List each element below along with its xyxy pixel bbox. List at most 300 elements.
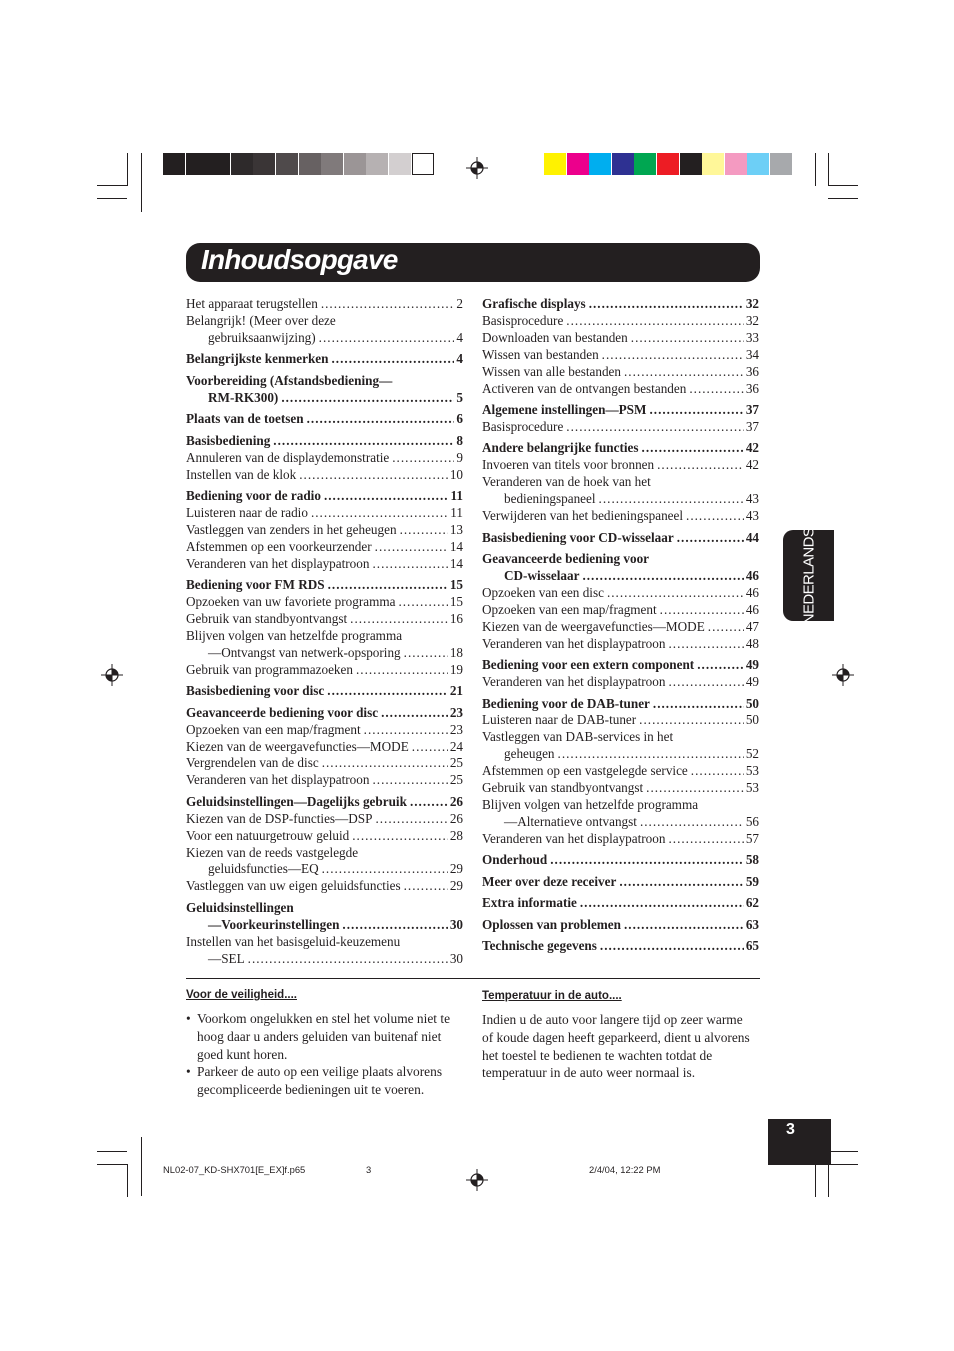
toc-dot-leader [352,828,448,845]
color-swatch [321,153,343,175]
toc-entry-title: Wissen van alle bestanden [482,363,621,379]
toc-page-number: 32 [745,296,759,311]
toc-page-number: 49 [745,674,759,689]
toc-entry [482,402,759,419]
toc-entry [482,530,759,547]
toc-entry [482,619,759,636]
toc-dot-leader [600,938,744,955]
toc-entry-title: —SEL [208,950,245,966]
toc-dot-leader [589,296,744,313]
toc-section [186,351,463,368]
toc-dot-leader [307,411,455,428]
toc-entry [186,845,463,862]
color-swatch [747,153,769,175]
toc-entry-title: Kiezen van de reeds vastgelegde [186,844,359,860]
toc-dot-leader [372,556,447,573]
toc-entry-title: Gebruik van programmazoeken [186,661,353,677]
toc-entry [186,433,463,450]
toc-entry-title: Basisprocedure [482,418,564,434]
process-color-bar [544,153,793,175]
toc-entry-title: Luisteren naar de DAB-tuner [482,712,637,728]
toc-entry [482,474,759,491]
toc-page-number: 11 [450,488,463,504]
safety-bullet: • Voorkom ongelukken en stel het volume niet te hoog daar u anders geluiden van buitenaf niet goed kunt horen. [186,1010,464,1063]
toc-page-number: 4 [456,329,463,345]
toc-entry [186,861,463,878]
toc-entry-title: Vastleggen van uw eigen geluidsfuncties [186,878,401,894]
toc-page-number: 42 [745,440,759,456]
toc-entry-title: Afstemmen op een voorkeurzender [186,538,372,554]
color-swatch [612,153,634,175]
toc-page-number: 29 [449,878,463,894]
color-swatch [725,153,747,175]
toc-entry [482,657,759,674]
title-bar [186,243,760,282]
toc-entry-title: geluidsfuncties—EQ [208,861,319,877]
toc-dot-leader [677,530,744,547]
toc-section [482,696,759,848]
toc-entry-title: Extra informatie [482,895,577,911]
toc-entry-title: gebruiksaanwijzing) [208,329,316,345]
color-swatch [412,153,434,175]
toc-entry-title: Veranderen van het displaypatroon [186,555,370,571]
color-swatch [231,153,253,175]
toc-entry-title: geheugen [504,746,555,762]
color-swatch [544,153,566,175]
toc-entry [186,878,463,895]
toc-dot-leader [299,467,448,484]
color-swatch [770,153,792,175]
toc-dot-leader [412,739,448,756]
toc-dot-leader [398,594,447,611]
toc-entry [482,729,759,746]
toc-dot-leader [319,330,455,347]
toc-page-number: 50 [745,695,759,711]
toc-right-column [482,296,759,960]
color-swatch [702,153,724,175]
toc-entry-title: Gebruik van standbyontvangst [186,610,348,626]
toc-dot-leader [248,951,448,968]
toc-page-number: 18 [449,644,463,660]
toc-entry [186,411,463,428]
toc-entry [482,585,759,602]
toc-entry [186,755,463,772]
toc-section [482,657,759,691]
toc-page-number: 53 [745,780,759,796]
color-swatch [389,153,411,175]
toc-page-number: 13 [449,521,463,537]
toc-entry-title: RM-RK300) [208,389,279,405]
toc-dot-leader [404,645,448,662]
toc-page-number: 36 [745,363,759,379]
toc-page-number: 65 [745,938,759,954]
toc-page-number: 33 [745,329,759,345]
toc-page-number: 46 [745,601,759,617]
toc-entry [482,330,759,347]
toc-entry-title: Verwijderen van het bedieningspaneel [482,508,684,524]
toc-entry-title: Downloaden van bestanden [482,329,628,345]
color-swatch [589,153,611,175]
toc-entry-title: Plaats van de toetsen [186,411,304,427]
toc-entry [482,636,759,653]
toc-page-number: 58 [745,852,759,868]
toc-page-number: 4 [456,351,463,367]
toc-dot-leader [689,381,743,398]
toc-entry-title: Technische gegevens [482,938,597,954]
toc-entry [186,373,463,390]
toc-entry-title: Opzoeken van een map/fragment [186,721,361,737]
toc-entry-title: Veranderen van het displaypatroon [482,830,666,846]
toc-entry-title: Veranderen van de hoek van het [482,474,651,490]
toc-dot-leader [273,433,454,450]
color-swatch [680,153,702,175]
toc-page-number: 43 [745,508,759,524]
toc-entry [482,296,759,313]
toc-entry [186,934,463,951]
toc-dot-leader [657,457,744,474]
toc-page-number: 44 [745,529,759,545]
toc-dot-leader [558,746,744,763]
toc-entry [482,457,759,474]
toc-entry [482,797,759,814]
toc-page-number: 25 [449,772,463,788]
toc-entry [186,467,463,484]
toc-entry-title: CD-wisselaar [504,567,580,583]
color-swatch [567,153,589,175]
toc-dot-leader [686,508,744,525]
toc-page-number: 37 [745,418,759,434]
toc-section [482,530,759,547]
toc-entry-title: Opzoeken van uw favoriete programma [186,594,396,610]
toc-dot-leader [328,577,448,594]
toc-entry [186,739,463,756]
toc-dot-leader [582,568,743,585]
toc-entry-title: Afstemmen op een vastgelegde service [482,763,688,779]
toc-dot-leader [580,895,744,912]
toc-entry [482,419,759,436]
toc-entry-title: Vastleggen van DAB-services in het [482,729,674,745]
toc-dot-leader [342,917,447,934]
toc-entry [482,895,759,912]
toc-section [186,411,463,428]
toc-entry-title: Kiezen van de weergavefuncties—MODE [186,738,409,754]
toc-dot-leader [410,794,448,811]
toc-dot-leader [691,763,744,780]
toc-dot-leader [697,657,744,674]
toc-entry [186,662,463,679]
toc-entry [186,811,463,828]
toc-dot-leader [322,755,448,772]
toc-entry [482,364,759,381]
safety-heading: Voor de veiligheid.... [186,989,297,1001]
toc-dot-leader [668,831,743,848]
toc-page-number: 26 [449,810,463,826]
toc-entry-title: Instellen van de klok [186,466,297,482]
toc-page-number: 53 [745,763,759,779]
toc-entry-title: Belangrijkste kenmerken [186,351,329,367]
toc-entry [186,628,463,645]
toc-entry [482,347,759,364]
toc-entry [186,683,463,700]
toc-entry [186,772,463,789]
toc-entry-title: Geluidsinstellingen [186,899,294,915]
toc-entry-title: —Voorkeurinstellingen [208,916,340,932]
toc-page-number: 5 [456,389,463,405]
registration-mark-icon [832,664,854,686]
toc-entry [186,522,463,539]
temperature-text: Indien u de auto voor langere tijd op zeer warme of koude dagen heeft geparkeerd, dient u alvorens het toestel te bedienen te wachten totdat de temperatuur in de auto weer normaal is. [482,1012,750,1081]
toc-dot-leader [321,296,455,313]
toc-section [482,874,759,891]
color-swatch [344,153,366,175]
safety-notes [186,1010,464,1099]
grayscale-color-bar [163,153,434,175]
toc-entry-title: Algemene instellingen—PSM [482,402,647,418]
toc-entry-title: Kiezen van de weergavefuncties—MODE [482,618,705,634]
toc-section [186,433,463,484]
toc-entry-title: Bediening voor de radio [186,488,321,504]
toc-page-number: 37 [745,402,759,418]
toc-entry-title: Opzoeken van een map/fragment [482,601,657,617]
toc-entry [186,330,463,347]
toc-entry [186,794,463,811]
toc-entry-title: Luisteren naar de radio [186,504,308,520]
toc-section [186,373,463,407]
toc-entry-title: Voorbereiding (Afstandsbediening— [186,372,393,388]
toc-entry [482,814,759,831]
toc-entry [482,568,759,585]
toc-dot-leader [646,780,744,797]
toc-entry [186,556,463,573]
toc-page-number: 19 [449,661,463,677]
toc-section [482,402,759,436]
toc-entry-title: Vergrendelen van de disc [186,755,319,771]
toc-entry [186,900,463,917]
toc-dot-leader [624,364,744,381]
toc-page-number: 57 [745,830,759,846]
registration-mark-icon [101,664,123,686]
language-tab [783,527,834,624]
toc-dot-leader [653,696,744,713]
color-swatch [186,153,208,175]
language-tab-label: NEDERLANDS [800,527,817,624]
toc-page-number: 11 [450,504,463,520]
toc-entry [482,696,759,713]
toc-section [482,917,759,934]
toc-section [482,551,759,652]
toc-entry-title: Grafische displays [482,296,586,311]
color-swatch [634,153,656,175]
color-swatch [276,153,298,175]
toc-entry [482,674,759,691]
toc-section [186,900,463,968]
toc-dot-leader [639,712,744,729]
toc-page-number: 59 [745,873,759,889]
toc-entry-title: Onderhoud [482,852,548,868]
toc-dot-leader [619,874,743,891]
toc-dot-leader [324,488,449,505]
toc-entry [186,917,463,934]
toc-section [482,938,759,955]
toc-entry-title: bedieningspaneel [504,491,596,507]
toc-entry [186,296,463,313]
toc-page-number: 6 [456,411,463,427]
toc-section [186,488,463,573]
toc-entry [482,508,759,525]
temperature-heading: Temperatuur in de auto.... [482,990,622,1002]
toc-page-number: 34 [745,346,759,362]
toc-entry-title: Meer over deze receiver [482,873,617,889]
toc-entry-title: Kiezen van de DSP-functies—DSP [186,810,373,826]
toc-entry [482,874,759,891]
toc-dot-leader [364,722,448,739]
toc-section [482,852,759,869]
toc-dot-leader [327,683,448,700]
toc-section [186,705,463,790]
toc-dot-leader [281,390,454,407]
toc-entry [482,746,759,763]
toc-entry-title: Bediening voor een extern component [482,657,695,673]
toc-entry [482,917,759,934]
toc-page-number: 25 [449,755,463,771]
toc-entry-title: Basisbediening voor disc [186,683,325,699]
toc-page-number: 43 [745,491,759,507]
toc-entry [482,440,759,457]
toc-dot-leader [375,539,448,556]
toc-dot-leader [332,351,455,368]
toc-page-number: 46 [745,567,759,583]
color-swatch [366,153,388,175]
toc-entry-title: Vastleggen van zenders in het geheugen [186,521,397,537]
toc-entry-title: Activeren van de ontvangen bestanden [482,380,687,396]
toc-entry-title: Instellen van het basisgeluid-keuzemenu [186,933,401,949]
toc-entry [186,577,463,594]
toc-entry-title: Veranderen van het displaypatroon [186,772,370,788]
toc-page-number: 30 [449,916,463,932]
toc-entry [186,951,463,968]
toc-entry-title: Gebruik van standbyontvangst [482,780,644,796]
toc-page-number: 47 [745,618,759,634]
color-swatch [253,153,275,175]
toc-entry [186,390,463,407]
toc-page-number: 62 [745,895,759,911]
toc-entry-title: Geavanceerde bediening voor [482,551,650,567]
toc-entry-title: Veranderen van het displaypatroon [482,674,666,689]
toc-page-number: 32 [745,312,759,328]
toc-entry [482,780,759,797]
color-swatch [299,153,321,175]
toc-entry [482,712,759,729]
toc-dot-leader [668,636,743,653]
toc-dot-leader [640,814,744,831]
toc-page-number: 28 [449,827,463,843]
toc-dot-leader [404,878,448,895]
toc-page-number: 21 [449,683,463,699]
color-swatch [657,153,679,175]
toc-dot-leader [381,705,448,722]
toc-section [482,296,759,397]
toc-entry-title: Blijven volgen van hetzelfde programma [482,796,699,812]
toc-entry-title: Veranderen van het displaypatroon [482,635,666,651]
toc-entry-title: Basisbediening voor CD-wisselaar [482,529,674,545]
toc-dot-leader [566,313,744,330]
toc-entry [482,491,759,508]
toc-page-number: 52 [745,746,759,762]
toc-page-number: 2 [456,296,463,311]
toc-entry-title: Andere belangrijke functies [482,440,639,456]
toc-entry [186,722,463,739]
toc-entry [186,705,463,722]
toc-entry [186,488,463,505]
toc-page-number: 48 [745,635,759,651]
toc-dot-leader [668,674,743,691]
toc-entry-title: Blijven volgen van hetzelfde programma [186,627,403,643]
toc-entry [186,645,463,662]
toc-dot-leader [660,602,744,619]
toc-dot-leader [392,450,454,467]
toc-dot-leader [550,852,744,869]
toc-entry-title: Bediening voor FM RDS [186,577,325,593]
toc-entry-title: Annuleren van de displaydemonstratie [186,449,390,465]
toc-dot-leader [602,347,744,364]
toc-dot-leader [372,772,447,789]
toc-dot-leader [350,611,448,628]
color-swatch [208,153,230,175]
toc-entry [482,831,759,848]
toc-entry [482,313,759,330]
registration-mark-icon [466,157,488,179]
toc-entry [482,602,759,619]
toc-entry [186,539,463,556]
toc-entry-title: Voor een natuurgetrouw geluid [186,827,350,843]
toc-page-number: 16 [449,610,463,626]
toc-entry-title: Belangrijk! (Meer over deze [186,312,336,328]
toc-page-number: 46 [745,584,759,600]
toc-dot-leader [566,419,744,436]
divider [186,978,760,979]
toc-section [186,794,463,895]
toc-section [482,440,759,525]
toc-dot-leader [375,811,447,828]
toc-section [186,683,463,700]
toc-page-number: 30 [449,950,463,966]
toc-dot-leader [649,402,743,419]
toc-entry [186,611,463,628]
page-number: 3 [786,1121,795,1138]
toc-page-number: 36 [745,380,759,396]
toc-left-column [186,296,463,972]
toc-entry-title: Invoeren van titels voor bronnen [482,457,655,473]
toc-page-number: 42 [745,457,759,473]
toc-entry-title: Wissen van bestanden [482,346,599,362]
toc-dot-leader [400,522,448,539]
toc-page-number: 56 [745,813,759,829]
toc-dot-leader [631,330,744,347]
toc-page-number: 23 [449,721,463,737]
toc-dot-leader [599,491,744,508]
toc-page-number: 24 [449,738,463,754]
color-swatch [163,153,185,175]
footer-page: 3 [366,1164,372,1175]
toc-entry [482,551,759,568]
toc-page-number: 15 [449,594,463,610]
toc-page-number: 29 [449,861,463,877]
registration-mark-icon [466,1169,488,1191]
toc-entry-title: Het apparaat terugstellen [186,296,318,311]
page-title: Inhoudsopgave [201,244,398,275]
toc-entry [186,594,463,611]
toc-entry-title: Geluidsinstellingen—Dagelijks gebruik [186,793,407,809]
